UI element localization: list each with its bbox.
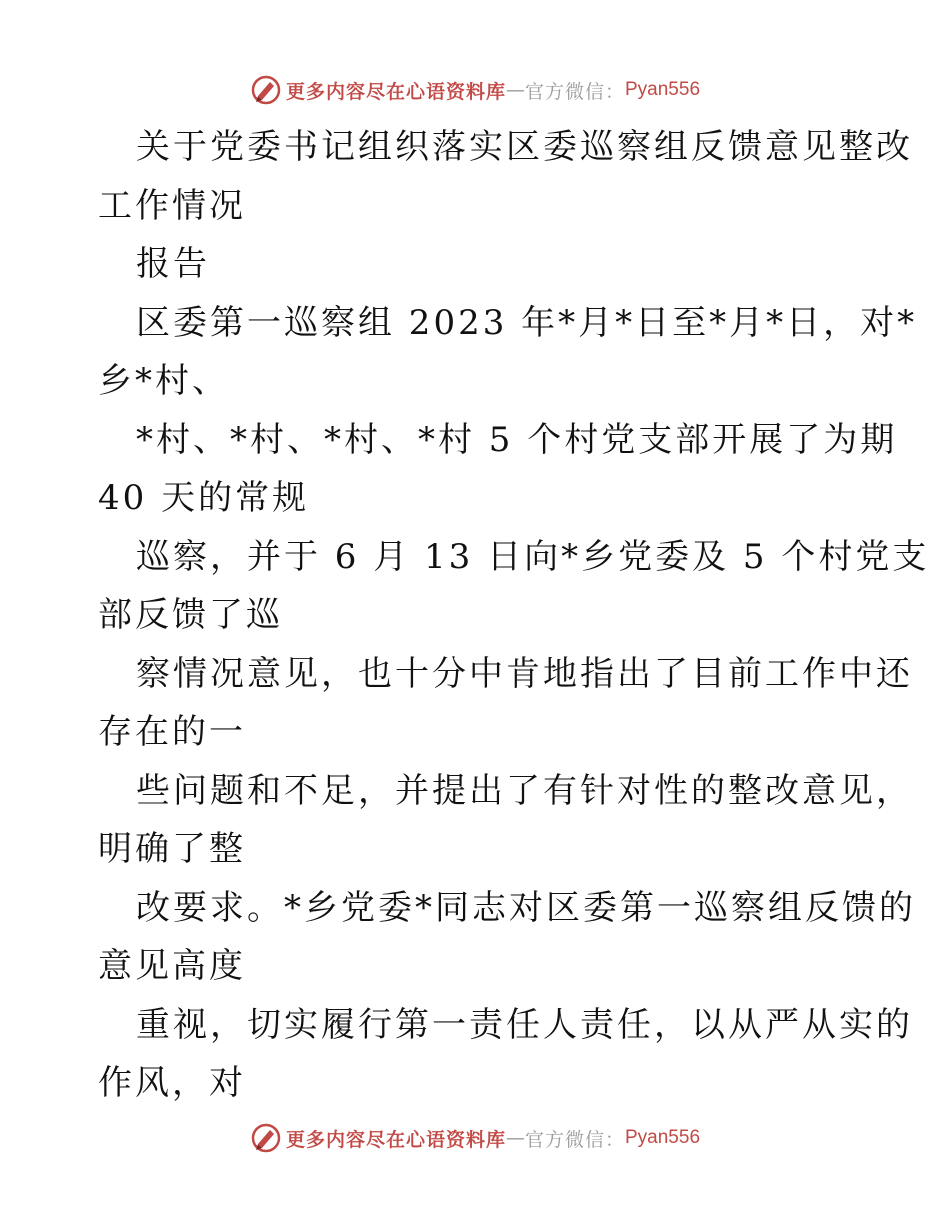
footer-wechat-label: 官方微信： <box>524 1128 625 1151</box>
header-banner <box>0 70 950 110</box>
footer-brand-text: 更多内容尽在心语资料库 <box>285 1128 506 1151</box>
header-wechat-label: 官方微信： <box>524 80 625 103</box>
document-line: 40 天的常规 <box>98 478 310 518</box>
document-line: 区委第一巡察组 2023 年*月*日至*月*日，对* <box>136 302 918 343</box>
document-line: 明确了整 <box>98 829 246 869</box>
document-line: 意见高度 <box>98 946 246 986</box>
document-line: 存在的一 <box>98 712 246 752</box>
document-line: 报告 <box>136 244 210 284</box>
footer-separator: — <box>505 1127 525 1149</box>
footer-wechat-id: Pyan556 <box>625 1127 701 1148</box>
document-line: *村、*村、*村、*村 5 个村党支部开展了为期 <box>136 419 898 460</box>
pen-logo-icon <box>250 74 282 106</box>
footer-banner <box>0 1118 950 1158</box>
document-line: 些问题和不足，并提出了有针对性的整改意见， <box>136 770 913 811</box>
document-line: 作风，对 <box>98 1063 246 1103</box>
document-line: 乡*村、 <box>98 361 229 401</box>
document-line: 重视，切实履行第一责任人责任，以从严从实的 <box>136 1004 913 1045</box>
header-wechat-id: Pyan556 <box>625 79 701 100</box>
header-separator: — <box>505 79 525 101</box>
header-brand-text: 更多内容尽在心语资料库 <box>285 80 506 103</box>
document-body <box>98 118 930 1113</box>
document-line: 改要求。*乡党委*同志对区委第一巡察组反馈的 <box>136 887 916 928</box>
document-line: 察情况意见，也十分中肯地指出了目前工作中还 <box>136 653 913 694</box>
document-line: 工作情况 <box>98 185 246 226</box>
document-line: 部反馈了巡 <box>98 595 283 635</box>
pen-logo-icon <box>250 1122 282 1154</box>
document-line: 巡察，并于 6 月 13 日向*乡党委及 5 个村党支 <box>136 536 930 577</box>
document-line: 关于党委书记组织落实区委巡察组反馈意见整改 <box>136 127 913 167</box>
